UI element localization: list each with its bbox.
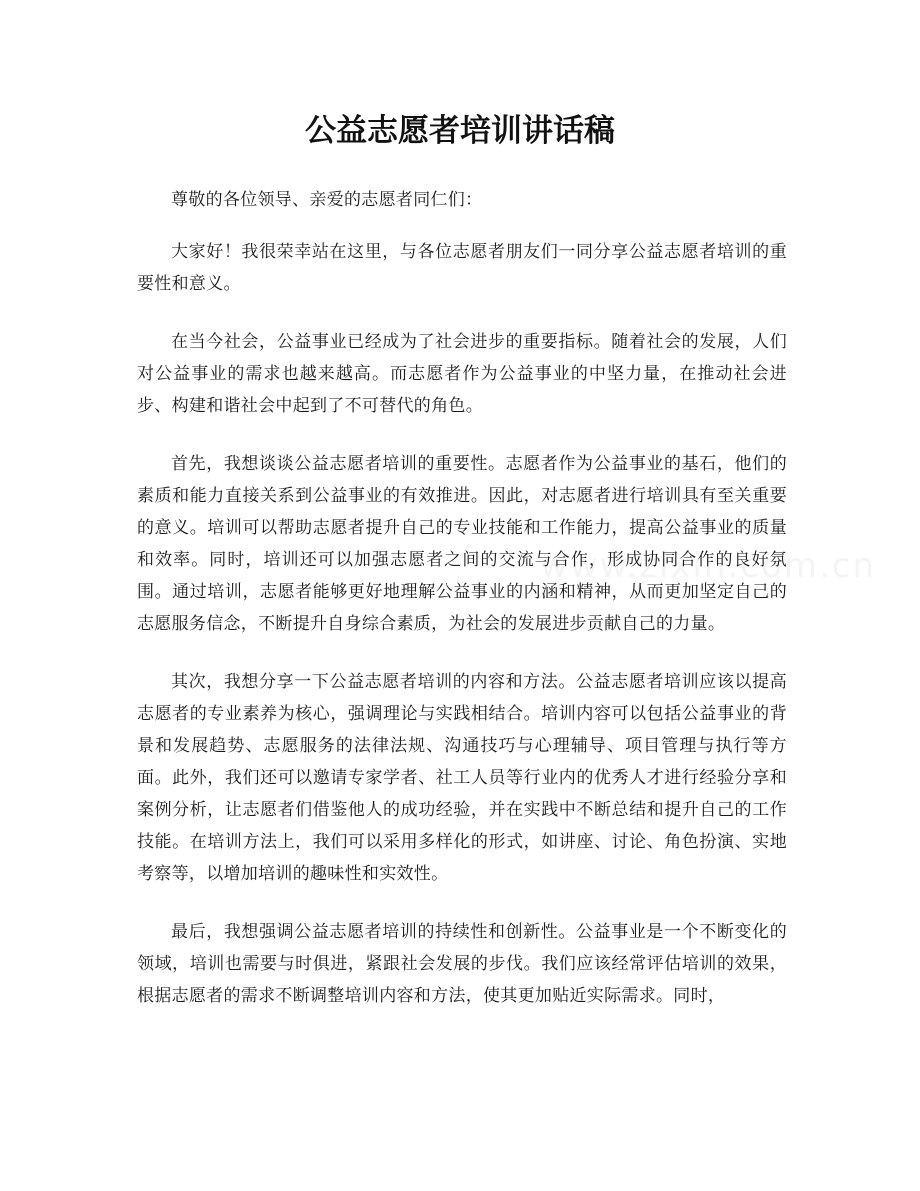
body-paragraph: 其次，我想分享一下公益志愿者培训的内容和方法。公益志愿者培训应该以提高志愿者的专业素养为核心，强调理论与实践相结合。培训内容可以包括公益事业的背景和发展趋势、志愿服务的法律法规、沟通技巧与心理辅导、项目管理与执行等方面。此外，我们还可以邀请专家学者、社工人员等行业内的优秀人才进行经验分享和案例分析，让志愿者们借鉴他人的成功经验，并在实践中不断总结和提升自己的工作技能。在培训方法上，我们可以采用多样化的形式，如讲座、讨论、角色扮演、实地考察等，以增加培训的趣味性和实效性。 [137, 672, 787, 884]
salutation-paragraph: 尊敬的各位领导、亲爱的志愿者同仁们： [171, 190, 483, 210]
body-paragraph: 首先，我想谈谈公益志愿者培训的重要性。志愿者作为公益事业的基石，他们的素质和能力直接关系到公益事业的有效推进。因此，对志愿者进行培训具有至关重要的意义。培训可以帮助志愿者提升自己的专业技能和工作能力，提高公益事业的质量和效率。同时，培训还可以加强志愿者之间的交流与合作，形成协同合作的良好氛围。通过培训，志愿者能够更好地理解公益事业的内涵和精神，从而更加坚定自己的志愿服务信念，不断提升自身综合素质，为社会的发展进步贡献自己的力量。 [137, 454, 787, 634]
greeting-paragraph: 大家好！我很荣幸站在这里，与各位志愿者朋友们一同分享公益志愿者培训的重要性和意义。 [137, 242, 787, 294]
document-body [137, 184, 787, 1038]
body-paragraph: 在当今社会，公益事业已经成为了社会进步的重要指标。随着社会的发展，人们对公益事业的需求也越来越高。而志愿者作为公益事业的中坚力量，在推动社会进步、构建和谐社会中起到了不可替代的角色。 [137, 332, 787, 416]
document-title: 公益志愿者培训讲话稿 [305, 113, 615, 149]
body-paragraph: 最后，我想强调公益志愿者培训的持续性和创新性。公益事业是一个不断变化的领域，培训也需要与时俱进，紧跟社会发展的步伐。我们应该经常评估培训的效果，根据志愿者的需求不断调整培训内容和方法，使其更加贴近实际需求。同时， [137, 922, 787, 1006]
